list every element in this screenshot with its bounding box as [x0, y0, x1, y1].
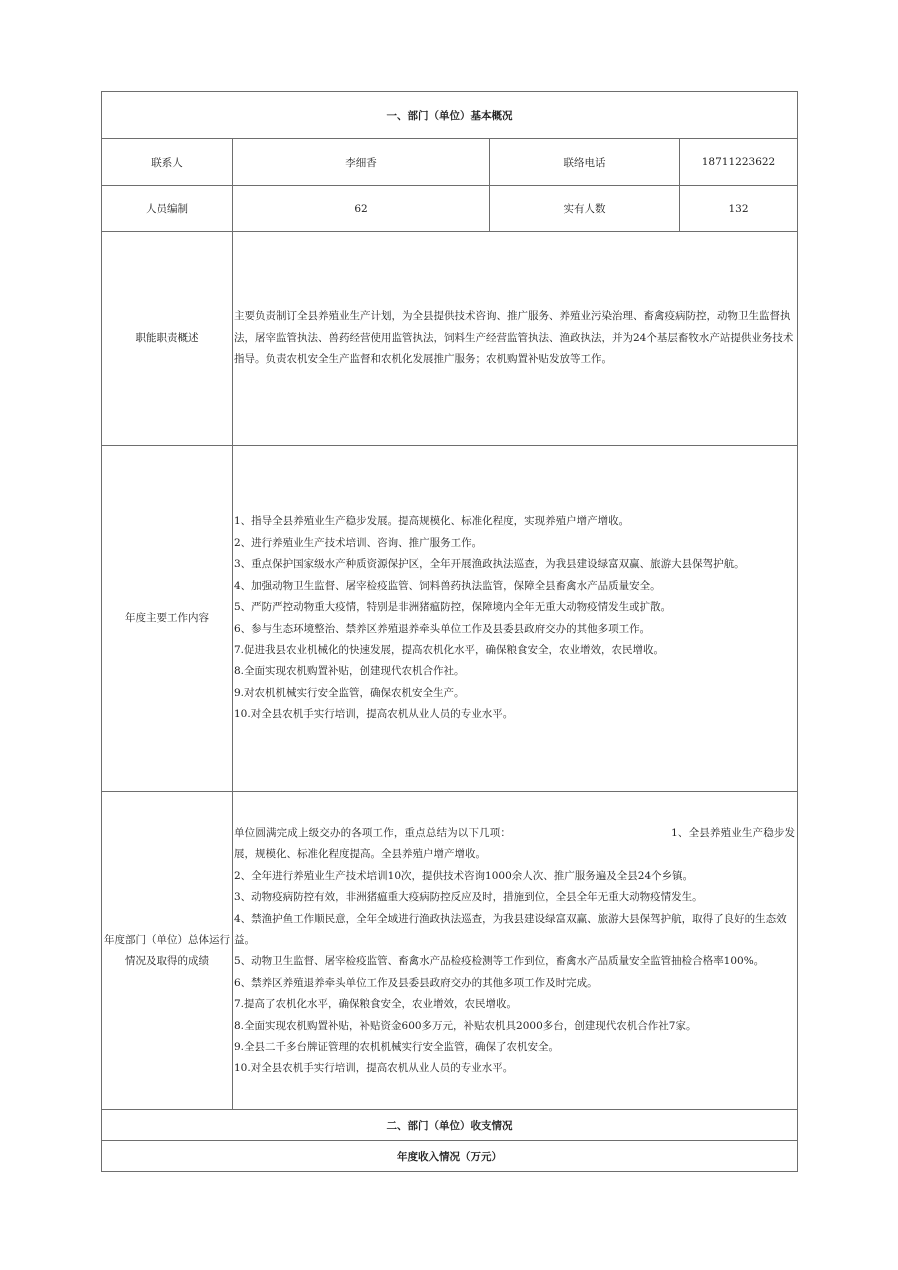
- annual-work-item: 3、重点保护国家级水产种质资源保护区，全年开展渔政执法巡查，为我县建设绿富双赢、旅游大县保驾护航。: [234, 558, 745, 571]
- contact-label: 联系人: [102, 139, 233, 186]
- performance-intro-and-item-1: [234, 823, 795, 866]
- performance-item: 4、禁渔护鱼工作顺民意，全年全域进行渔政执法巡查，为我县建设绿富双赢、旅游大县保驾护航，取得了良好的生态效益。: [234, 912, 787, 947]
- annual-work-item: 9.对农机机械实行安全监管，确保农机安全生产。: [234, 686, 465, 699]
- annual-work-item: 7.促进我县农业机械化的快速发展，提高农机化水平，确保粮食安全，农业增效，农民增收。: [234, 643, 665, 656]
- department-overview-table: [101, 91, 798, 1172]
- annual-work-item: 1、指导全县养殖业生产稳步发展。提高规模化、标准化程度，实现养殖户增产增收。: [234, 515, 630, 528]
- performance-intro: 单位圆满完成上级交办的各项工作，重点总结为以下几项：: [234, 827, 512, 839]
- annual-work-item: 8.全面实现农机购置补贴，创建现代农机合作社。: [234, 665, 465, 678]
- phone-label: 联络电话: [490, 139, 680, 186]
- performance-item: 2、全年进行养殖业生产技术培训10次，提供技术咨询1000余人次、推广服务遍及全县24个乡镇。: [234, 869, 694, 882]
- actual-staff-value: 132: [680, 186, 798, 232]
- performance-item: 3、动物疫病防控有效，非洲猪瘟重大疫病防控反应及时，措施到位，全县全年无重大动物疫情发生。: [234, 891, 703, 904]
- contact-value: 李细香: [233, 139, 490, 186]
- annual-work-item: 4、加强动物卫生监督、屠宰检疫监管、饲料兽药执法监管，保障全县畜禽水产品质量安全。: [234, 579, 661, 592]
- actual-staff-label: 实有人数: [490, 186, 680, 232]
- performance-cell: [233, 792, 798, 1110]
- performance-item: 10.对全县农机手实行培训，提高农机从业人员的专业水平。: [234, 1062, 514, 1075]
- income-title: 年度收入情况（万元）: [102, 1141, 798, 1172]
- annual-work-item: 2、进行养殖业生产技术培训、咨询、推广服务工作。: [234, 536, 483, 549]
- phone-value: 18711223622: [680, 139, 798, 186]
- performance-item: 9.全县二千多台牌证管理的农机机械实行安全监管，确保了农机安全。: [234, 1041, 560, 1054]
- annual-work-label: 年度主要工作内容: [102, 446, 233, 792]
- duties-cell: [233, 232, 798, 446]
- annual-work-item: 6、参与生态环境整治、禁养区养殖退养牵头单位工作及县委县政府交办的其他多项工作。: [234, 622, 651, 635]
- performance-item: 1、全县养殖业生产稳步发展，规模化、标准化程度提高。全县养殖户增产增收。: [234, 827, 796, 861]
- annual-work-cell: [233, 446, 798, 792]
- annual-work-item: 5、严防严控动物重大疫情，特别是非洲猪瘟防控，保障境内全年无重大动物疫情发生或扩散。: [234, 601, 672, 614]
- staff-quota-value: 62: [233, 186, 490, 232]
- staff-quota-label: 人员编制: [102, 186, 233, 232]
- performance-item: 5、动物卫生监督、屠宰检疫监管、畜禽水产品检疫检测等工作到位，畜禽水产品质量安全监管抽检合格率100%。: [234, 955, 765, 968]
- performance-label: 年度部门（单位）总体运行情况及取得的成绩: [102, 792, 233, 1110]
- performance-item: 8.全面实现农机购置补贴，补贴资金600多万元，补贴农机具2000多台，创建现代农机合作社7家。: [234, 1019, 697, 1032]
- performance-item: 6、禁养区养殖退养牵头单位工作及县委县政府交办的其他多项工作及时完成。: [234, 976, 598, 989]
- duties-text: 主要负责制订全县养殖业生产计划，为全县提供技术咨询、推广服务、养殖业污染治理、畜禽疫病防控，动物卫生监督执法，屠宰监管执法、兽药经营使用监管执法，饲料生产经营监管执法、渔政执法，并为24个基层畜牧水产站提供业务技术指导。负责农机安全生产监督和农机化发展推广服务；农机购置补贴发放等工作。: [234, 310, 794, 366]
- duties-label: 职能职责概述: [102, 232, 233, 446]
- performance-item: 7.提高了农机化水平，确保粮食安全，农业增效，农民增收。: [234, 998, 518, 1011]
- section1-title: 一、部门（单位）基本概况: [102, 92, 798, 139]
- section2-title: 二、部门（单位）收支情况: [102, 1110, 798, 1141]
- annual-work-item: 10.对全县农机手实行培训，提高农机从业人员的专业水平。: [234, 708, 514, 721]
